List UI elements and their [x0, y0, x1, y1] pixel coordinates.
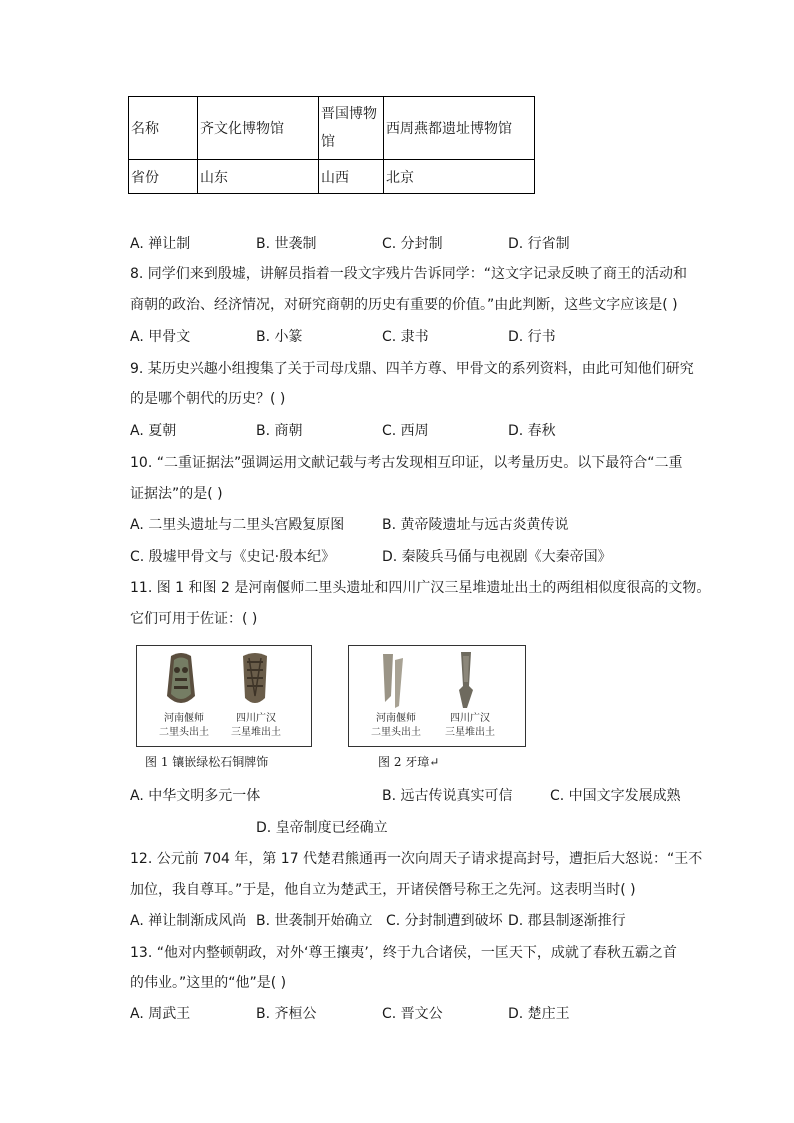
- figure-1-caption: 图 1 镶嵌绿松石铜牌饰: [145, 755, 269, 769]
- q8-option-d: D. 行书: [508, 329, 556, 345]
- figure-2-caption: 图 2 牙璋↵: [378, 755, 440, 769]
- q12-option-c: C. 分封制遭到破坏: [386, 913, 503, 929]
- q13-option-a: A. 周武王: [130, 1006, 191, 1022]
- q9-option-a: A. 夏朝: [130, 423, 177, 439]
- q10-line2: 证据法”的是( ): [130, 486, 223, 502]
- q7-option-c: C. 分封制: [382, 236, 443, 252]
- bronze-plaque-erlitou-image: [167, 653, 195, 703]
- q10-option-c: C. 殷墟甲骨文与《史记·殷本纪》: [130, 549, 336, 565]
- bronze-plaque-sanxingdui-image: [243, 653, 267, 703]
- q8-option-a: A. 甲骨文: [130, 329, 191, 345]
- q8-option-c: C. 隶书: [382, 329, 429, 345]
- table-row: [129, 97, 535, 160]
- museum-table: [128, 96, 535, 194]
- figure-1-box: [136, 645, 312, 747]
- q7-option-b: B. 世袭制: [256, 236, 317, 252]
- q10-line1: 10. “二重证据法”强调运用文献记载与考古发现相互印证，以考量历史。以下最符合“二重: [130, 455, 683, 471]
- table-cell: 省份: [129, 160, 198, 194]
- table-cell: 山东: [198, 160, 319, 194]
- figure-1-right-label: 四川广汉 三星堆出土: [231, 713, 281, 738]
- q12-line2: 加位，我自尊耳。”于是，他自立为楚武王，开诸侯僭号称王之先河。这表明当时( ): [130, 882, 636, 898]
- q12-option-a: A. 禅让制渐成风尚: [130, 913, 247, 929]
- table-cell: 北京: [384, 160, 535, 194]
- table-cell: 山西: [319, 160, 384, 194]
- q12-line1: 12. 公元前 704 年，第 17 代楚君熊通再一次向周天子请求提高封号，遭拒后大怒说：“王不: [130, 851, 703, 867]
- q13-option-b: B. 齐桓公: [256, 1006, 317, 1022]
- q11-option-d: D. 皇帝制度已经确立: [256, 820, 388, 836]
- yazhang-erlitou-image: [383, 654, 403, 708]
- q13-option-c: C. 晋文公: [382, 1006, 443, 1022]
- q9-option-b: B. 商朝: [256, 423, 303, 439]
- q11-option-b: B. 远古传说真实可信: [382, 788, 513, 804]
- figure-2-box: [348, 645, 526, 747]
- q11-option-a: A. 中华文明多元一体: [130, 788, 261, 804]
- q12-option-d: D. 郡县制逐渐推行: [508, 913, 626, 929]
- q13-option-d: D. 楚庄王: [508, 1006, 570, 1022]
- table-cell: 名称: [129, 97, 198, 160]
- q8-line1: 8. 同学们来到殷墟，讲解员指着一段文字残片告诉同学：“这文字记录反映了商王的活动和: [130, 266, 688, 282]
- q11-option-c: C. 中国文字发展成熟: [550, 788, 681, 804]
- q10-option-d: D. 秦陵兵马俑与电视剧《大秦帝国》: [382, 549, 612, 565]
- q9-line1: 9. 某历史兴趣小组搜集了关于司母戊鼎、四羊方尊、甲骨文的系列资料，由此可知他们研究: [130, 361, 694, 377]
- q9-option-c: C. 西周: [382, 423, 429, 439]
- q7-option-d: D. 行省制: [508, 236, 570, 252]
- q11-line1: 11. 图 1 和图 2 是河南偃师二里头遗址和四川广汉三星堆遗址出土的两组相似度很高的文物。: [130, 580, 711, 596]
- q10-option-a: A. 二里头遗址与二里头宫殿复原图: [130, 517, 345, 533]
- table-cell: 晋国博物馆: [319, 97, 384, 160]
- figure-1-left-label: 河南偃师 二里头出土: [159, 713, 209, 738]
- q13-line1: 13. “他对内整顿朝政，对外‘尊王攘夷’，终于九合诸侯，一匡天下，成就了春秋五霸之首: [130, 945, 677, 961]
- q11-line2: 它们可用于佐证：( ): [130, 611, 258, 627]
- table-cell: 西周燕都遗址博物馆: [384, 97, 535, 160]
- q8-option-b: B. 小篆: [256, 329, 303, 345]
- q8-line2: 商朝的政治、经济情况，对研究商朝的历史有重要的价值。”由此判断，这些文字应该是( ): [130, 297, 678, 313]
- table-row: [129, 160, 535, 194]
- q7-option-a: A. 禅让制: [130, 236, 191, 252]
- figure-2-left-label: 河南偃师 二里头出土: [371, 713, 421, 738]
- q12-option-b: B. 世袭制开始确立: [256, 913, 373, 929]
- figure-2-right-label: 四川广汉 三星堆出土: [445, 713, 495, 738]
- q10-option-b: B. 黄帝陵遗址与远古炎黄传说: [382, 517, 569, 533]
- q9-option-d: D. 春秋: [508, 423, 556, 439]
- yazhang-sanxingdui-image: [459, 652, 473, 708]
- table-cell: 齐文化博物馆: [198, 97, 319, 160]
- q13-line2: 的伟业。”这里的“他”是( ): [130, 975, 287, 991]
- q9-line2: 的是哪个朝代的历史？( ): [130, 391, 286, 407]
